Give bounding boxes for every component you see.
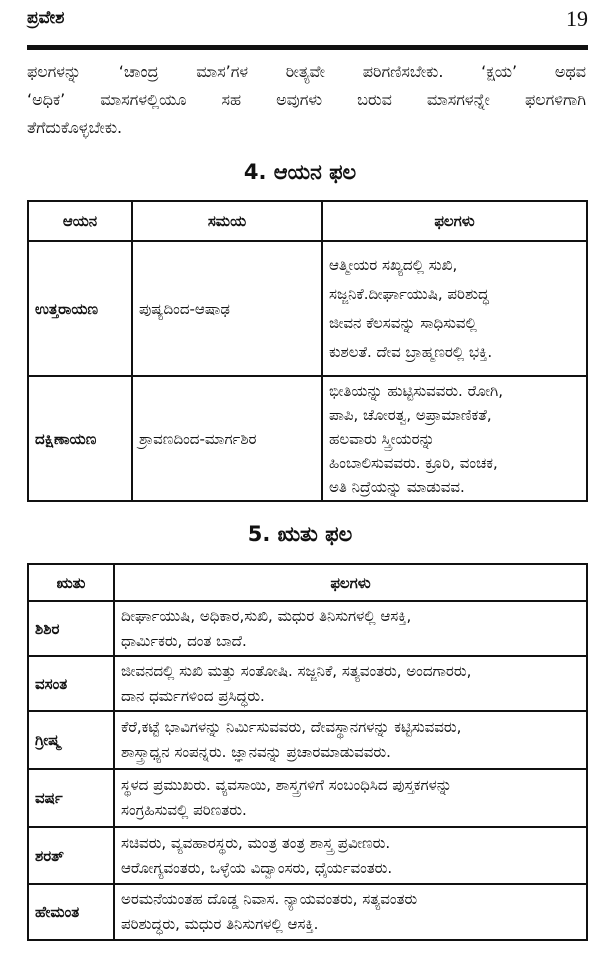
intro-line: ‘ಅಧಿಕ’ ಮಾಸಗಳಲ್ಲಿಯೂ ಸಹ ಅವುಗಳು ಬರುವ ಮಾಸಗಳನ್ನೇ ಫಲಗಳಿಗಾಗಿ <box>27 90 586 109</box>
ritu-title: 5. ಋತು ಫಲ <box>247 522 353 546</box>
ritu-effects <box>114 884 587 940</box>
table-row <box>28 376 587 501</box>
table-header-row <box>28 564 587 601</box>
effect-line: ಜೀವನ ಕೆಲಸವನ್ನು ಸಾಧಿಸುವಲ್ಲಿ <box>329 313 477 332</box>
table-row <box>28 884 587 940</box>
effect-line: ಪಾಪಿ, ಚೋರತ್ವ, ಅಪ್ರಾಮಾಣಿಕತೆ, <box>329 405 492 424</box>
column-header: ಫಲಗಳು <box>114 564 587 601</box>
effect-line: ಅರಮನೆಯಂತಹ ದೊಡ್ಡ ನಿವಾಸ. ನ್ಯಾಯವಂತರು, ಸತ್ಯವಂತರು <box>121 890 418 908</box>
effect-line: ಜೀವನದಲ್ಲಿ ಸುಖಿ ಮತ್ತು ಸಂತೋಷಿ. ಸಜ್ಜನಿಕೆ, ಸತ್ಯವಂತರು, ಅಂದಗಾರರು, <box>121 661 472 680</box>
table-row <box>28 769 587 827</box>
effect-line: ಶಾಸ್ತ್ರಾಧ್ಯನ ಸಂಪನ್ನರು. ಜ್ಞಾನವನ್ನು ಪ್ರಚಾರಮಾಡುವವರು. <box>121 743 391 761</box>
effect-line: ಆತ್ಮೀಯರ ಸಖ್ಯದಲ್ಲಿ ಸುಖಿ, <box>329 255 458 274</box>
table-row <box>28 241 587 376</box>
column-header: ಋತು <box>28 564 114 601</box>
effect-line: ಹಲವಾರು ಸ್ತ್ರೀಯರನ್ನು <box>329 429 435 448</box>
running-header-section: ಪ್ರವೇಶ <box>27 8 65 28</box>
effect-line: ಸ್ಥಳದ ಪ್ರಮುಖರು. ವ್ಯವಸಾಯಿ, ಶಾಸ್ತ್ರಗಳಿಗೆ ಸಂಬಂಧಿಸಿದ ಪುಸ್ತಕಗಳನ್ನು <box>121 776 452 794</box>
ritu-name: ವಸಂತ <box>28 656 114 711</box>
ritu-name: ಗ್ರೀಷ್ಮ <box>28 711 114 769</box>
intro-line: ಫಲಗಳನ್ನು ‘ಚಾಂದ್ರ ಮಾಸ’ಗಳ ರೀತ್ಯವೇ ಪರಿಗಣಿಸಬೇಕು. ‘ಕ್ಷಯ’ ಅಥವ <box>27 62 586 81</box>
effect-line: ಅತಿ ನಿದ್ರೆಯನ್ನು ಮಾಡುವವ. <box>329 477 465 496</box>
ritu-table <box>27 563 588 941</box>
table-row <box>28 827 587 884</box>
column-header: ಸಮಯ <box>132 201 322 241</box>
ritu-effects <box>114 601 587 656</box>
ritu-effects <box>114 827 587 884</box>
effect-line: ದಾನ ಧರ್ಮಗಳಿಂದ ಪ್ರಸಿದ್ಧರು. <box>121 686 265 705</box>
effect-line: ಪರಿಶುದ್ಧರು, ಮಧುರ ತಿನಿಸುಗಳಲ್ಲಿ ಆಸಕ್ತಿ. <box>121 915 319 933</box>
ayana-title: 4. ಆಯನ ಫಲ <box>243 160 357 184</box>
ritu-name: ಹೇಮಂತ <box>28 884 114 940</box>
ayana-effects <box>322 241 587 376</box>
ayana-name: ದಕ್ಷಿಣಾಯಣ <box>28 376 132 501</box>
effect-line: ಕುಶಲತೆ. ದೇವ ಬ್ರಾಹ್ಮಣರಲ್ಲಿ ಭಕ್ತಿ. <box>329 342 493 361</box>
effect-line: ಸಜ್ಜನಿಕೆ.ದೀರ್ಘಾಯುಷಿ, ಪರಿಶುದ್ಧ <box>329 284 489 303</box>
intro-paragraph <box>27 58 586 142</box>
effect-line: ಸಚಿವರು, ವ್ಯವಹಾರಸ್ಥರು, ಮಂತ್ರ ತಂತ್ರ ಶಾಸ್ತ್ರ ಪ್ರವೀಣರು. <box>121 833 391 852</box>
effect-line: ಹಿಂಬಾಲಿಸುವವರು. ಕ್ರೂರಿ, ವಂಚಕ, <box>329 453 498 472</box>
ritu-effects <box>114 769 587 827</box>
ritu-name: ವರ್ಷ <box>28 769 114 827</box>
intro-line: ತೆಗೆದುಕೊಳ್ಳಬೇಕು. <box>27 118 123 137</box>
effect-line: ಸಂಗ್ರಹಿಸುವಲ್ಲಿ ಪರಿಣತರು. <box>121 801 247 819</box>
ayana-table <box>27 200 588 502</box>
effect-line: ಆರೋಗ್ಯವಂತರು, ಒಳ್ಳೆಯ ವಿದ್ವಾಂಸರು, ಧೈರ್ಯವಂತರು. <box>121 858 393 877</box>
effect-line: ಧಾರ್ಮಿಕರು, ದಂತ ಬಾದೆ. <box>121 631 247 650</box>
column-header: ಫಲಗಳು <box>322 201 587 241</box>
table-header-row <box>28 201 587 241</box>
ritu-name: ಶಿಶಿರ <box>28 601 114 656</box>
ritu-name: ಶರತ್ <box>28 827 114 884</box>
effect-line: ಕೆರೆ,ಕಟ್ಟೆ ಭಾವಿಗಳನ್ನು ನಿರ್ಮಿಸುವವರು, ದೇವಸ್ಥಾನಗಳನ್ನು ಕಟ್ಟಿಸುವವರು, <box>121 718 462 736</box>
ayana-period: ಶ್ರಾವಣದಿಂದ-ಮಾರ್ಗಶಿರ <box>132 376 322 501</box>
column-header: ಆಯನ <box>28 201 132 241</box>
header-rule <box>27 45 588 50</box>
effect-line: ದೀರ್ಘಾಯುಷಿ, ಅಧಿಕಾರ,ಸುಖಿ, ಮಧುರ ತಿನಿಸುಗಳಲ್ಲಿ ಆಸಕ್ತಿ, <box>121 606 412 625</box>
table-row <box>28 601 587 656</box>
ayana-period: ಪುಷ್ಯದಿಂದ-ಆಷಾಢ <box>132 241 322 376</box>
ayana-effects <box>322 376 587 501</box>
ritu-effects <box>114 711 587 769</box>
effect-line: ಭೀತಿಯನ್ನು ಹುಟ್ಟಿಸುವವರು. ರೋಗಿ, <box>329 381 503 400</box>
table-row <box>28 711 587 769</box>
page-number: 19 <box>566 6 588 31</box>
table-row <box>28 656 587 711</box>
ayana-name: ಉತ್ತರಾಯಣ <box>28 241 132 376</box>
ritu-effects <box>114 656 587 711</box>
